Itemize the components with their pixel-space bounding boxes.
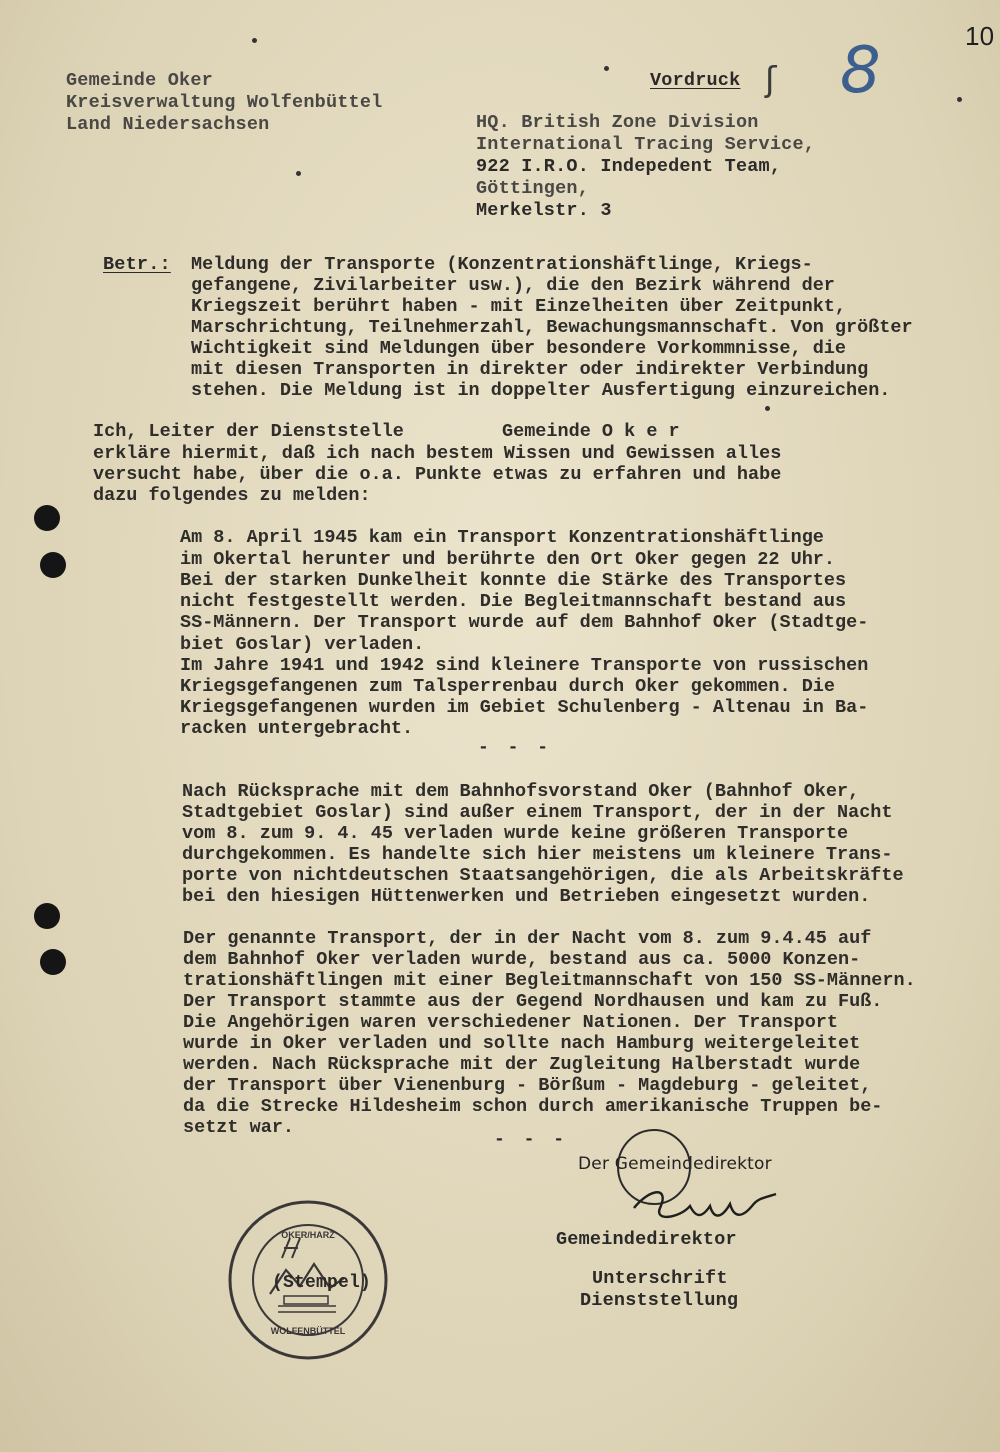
speck [957,97,962,102]
subject-label: Betr.: [103,254,171,275]
report3-line-4: Der Transport stammte aus der Gegend Nordhausen und kam zu Fuß. [183,991,883,1012]
report2-line-4: durchgekommen. Es handelte sich hier meistens um kleinere Trans- [182,844,893,865]
subject-line-5: Wichtigkeit sind Meldungen über besondere Vorkommnisse, die [191,338,847,359]
separator-1: - - - [478,738,553,758]
report3-line-2: dem Bahnhof Oker verladen wurde, bestand aus ca. 5000 Konzen- [183,949,861,970]
speck [296,171,301,176]
subject-line-4: Marschrichtung, Teilnehmerzahl, Bewachungsmannschaft. Von größter [191,317,913,338]
report3-line-1: Der genannte Transport, der in der Nacht vom 8. zum 9.4.45 auf [183,928,872,949]
report1-line-3: Bei der starken Dunkelheit konnte die Stärke des Transportes [180,570,847,591]
report3-line-8: der Transport über Vienenburg - Börßum - Magdeburg - geleitet, [183,1075,872,1096]
report1-line-1: Am 8. April 1945 kam ein Transport Konzentrationshäftlinge [180,527,824,548]
punch-hole-1 [34,505,60,531]
form-number-scribble: ʃ [765,60,777,100]
stamp-label: (Stempel) [272,1273,372,1293]
recipient-line-3: 922 I.R.O. Indepedent Team, [476,156,782,177]
speck [252,38,257,43]
subject-line-6: mit diesen Transporten in direkter oder indirekter Verbindung [191,359,869,380]
recipient-line-1: HQ. British Zone Division [476,112,759,133]
report2-line-2: Stadtgebiet Goslar) sind außer einem Transport, der in der Nacht [182,802,893,823]
report3-line-10: setzt war. [183,1117,295,1138]
declaration-line-1b: Gemeinde O k e r [502,421,680,442]
separator-2: - - - [494,1130,569,1150]
form-label: Vordruck [650,70,741,91]
report1-line-5: SS-Männern. Der Transport wurde auf dem Bahnhof Oker (Stadtge- [180,612,869,633]
position-label: Dienststellung [580,1290,739,1311]
declaration-line-1a: Ich, Leiter der Dienststelle [93,421,404,442]
signature-label: Unterschrift [592,1268,728,1289]
report3-line-5: Die Angehörigen waren verschiedener Nationen. Der Transport [183,1012,839,1033]
subject-line-1: Meldung der Transporte (Konzentrationshäftlinge, Kriegs- [191,254,813,275]
page-number: 10 [965,21,995,51]
speck [604,66,609,71]
report3-line-3: trationshäftlingen mit einer Begleitmannschaft von 150 SS-Männern. [183,970,916,991]
svg-text:WOLFENBÜTTEL: WOLFENBÜTTEL [270,1326,346,1336]
report1-line-6: biet Goslar) verladen. [180,634,425,655]
form-handwritten-number: 8 [840,34,881,108]
recipient-line-4: Göttingen, [476,178,590,199]
declaration-line-3: versucht habe, über die o.a. Punkte etwas zu erfahren und habe [93,464,782,485]
recipient-line-5: Merkelstr. 3 [476,200,612,221]
recipient-line-2: International Tracing Service, [476,134,816,155]
declaration-line-2: erkläre hiermit, daß ich nach bestem Wissen und Gewissen alles [93,443,782,464]
subject-line-7: stehen. Die Meldung ist in doppelter Ausfertigung einzureichen. [191,380,891,401]
report1-line-4: nicht festgestellt werden. Die Begleitmannschaft bestand aus [180,591,847,612]
report2-line-3: vom 8. zum 9. 4. 45 verladen wurde keine größeren Transporte [182,823,849,844]
sender-line-3: Land Niedersachsen [66,114,270,135]
punch-hole-3 [34,903,60,929]
report3-line-6: wurde in Oker verladen und sollte nach Hamburg weitergeleitet [183,1033,861,1054]
report2-line-6: bei den hiesigen Hüttenwerken und Betrieben eingesetzt wurden. [182,886,871,907]
report3-line-9: da die Strecke Hildesheim schon durch amerikanische Truppen be- [183,1096,883,1117]
sender-line-1: Gemeinde Oker [66,70,213,91]
punch-hole-2 [40,552,66,578]
punch-hole-4 [40,949,66,975]
speck [765,406,770,411]
report1-line-10: racken untergebracht. [180,718,414,739]
report2-line-1: Nach Rücksprache mit dem Bahnhofsvorstand Oker (Bahnhof Oker, [182,781,860,802]
typed-title: Gemeindedirektor [556,1229,737,1250]
report1-line-9: Kriegsgefangenen wurden im Gebiet Schulenberg - Altenau in Ba- [180,697,869,718]
report1-line-8: Kriegsgefangenen zum Talsperrenbau durch Oker gekommen. Die [180,676,836,697]
sender-line-2: Kreisverwaltung Wolfenbüttel [66,92,383,113]
report2-line-5: porte von nichtdeutschen Staatsangehörigen, die als Arbeitskräfte [182,865,904,886]
report3-line-7: werden. Nach Rücksprache mit der Zugleitung Halberstadt wurde [183,1054,861,1075]
subject-line-2: gefangene, Zivilarbeiter usw.), die den Bezirk während der [191,275,835,296]
report1-line-7: Im Jahre 1941 und 1942 sind kleinere Transporte von russischen [180,655,869,676]
stamp-title: Der Gemeindedirektor [578,1154,772,1174]
declaration-line-4: dazu folgendes zu melden: [93,485,371,506]
svg-text:OKER/HARZ: OKER/HARZ [281,1230,335,1240]
subject-line-3: Kriegszeit berührt haben - mit Einzelheiten über Zeitpunkt, [191,296,847,317]
report1-line-2: im Okertal herunter und berührte den Ort Oker gegen 22 Uhr. [180,549,836,570]
